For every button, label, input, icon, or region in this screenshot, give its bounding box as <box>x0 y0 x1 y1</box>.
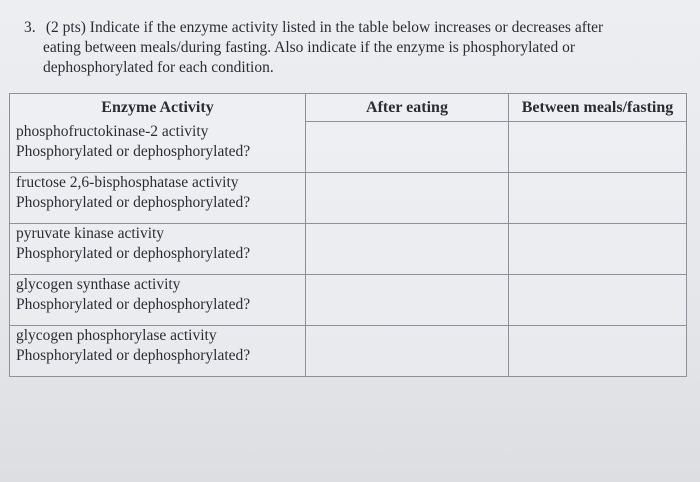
enzyme-cell <box>10 275 306 326</box>
header-enzyme-activity: Enzyme Activity <box>10 94 306 122</box>
table-row <box>10 224 687 275</box>
phosphorylation-question: Phosphorylated or dephosphorylated? <box>16 142 251 160</box>
fasting-cell[interactable] <box>509 122 687 173</box>
enzyme-cell <box>10 326 306 377</box>
fasting-cell[interactable] <box>509 224 687 275</box>
question-text-line: eating between meals/during fasting. Also indicate if the enzyme is phosphorylated or <box>43 39 576 56</box>
fasting-cell[interactable] <box>509 173 687 224</box>
enzyme-name: pyruvate kinase activity <box>16 225 165 242</box>
phosphorylation-question: Phosphorylated or dephosphorylated? <box>16 194 251 211</box>
question-text-line: (2 pts) Indicate if the enzyme activity listed in the table below increases or decreases after <box>45 19 604 36</box>
enzyme-cell <box>10 122 306 173</box>
enzyme-name: glycogen synthase activity <box>16 276 181 293</box>
after-eating-cell[interactable] <box>306 326 509 377</box>
question-text-line: dephosphorylated for each condition. <box>43 59 274 76</box>
table-row <box>10 122 687 173</box>
after-eating-cell[interactable] <box>306 122 509 173</box>
enzyme-cell <box>10 224 306 275</box>
enzyme-table <box>9 93 687 377</box>
question-line-1 <box>24 18 674 38</box>
fasting-cell[interactable] <box>509 275 687 326</box>
after-eating-cell[interactable] <box>306 275 509 326</box>
enzyme-name: phosphofructokinase-2 activity <box>16 122 209 140</box>
enzyme-cell <box>10 173 306 224</box>
table-header-row <box>10 94 687 122</box>
table-row <box>10 275 687 326</box>
phosphorylation-question: Phosphorylated or dephosphorylated? <box>16 296 251 313</box>
fasting-cell[interactable] <box>509 326 687 377</box>
question-number: 3. <box>24 19 36 36</box>
after-eating-cell[interactable] <box>306 173 509 224</box>
enzyme-name: glycogen phosphorylase activity <box>16 327 217 344</box>
phosphorylation-question: Phosphorylated or dephosphorylated? <box>16 347 251 364</box>
enzyme-name: fructose 2,6-bisphosphatase activity <box>16 174 239 191</box>
header-between-meals: Between meals/fasting <box>509 94 687 122</box>
header-after-eating: After eating <box>306 94 509 122</box>
table-row <box>10 173 687 224</box>
question-prompt <box>24 18 674 78</box>
table-row <box>10 326 687 377</box>
after-eating-cell[interactable] <box>306 224 509 275</box>
phosphorylation-question: Phosphorylated or dephosphorylated? <box>16 245 251 262</box>
